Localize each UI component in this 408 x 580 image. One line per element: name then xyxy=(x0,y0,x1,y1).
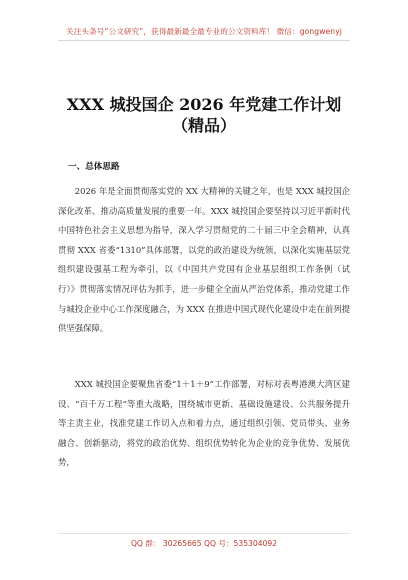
body-paragraph-2: XXX 城投国企要聚焦省委“1＋1＋9”工作部署，对标对表粤港澳大湾区建设、“百千万工程”等重大战略，围绕城市更新、基础设施建设、公共服务提升等主责主业，找准党建工作切入点和着力点，通过组织引领、党员带头、业务融合、创新驱动，将党的政治优势、组织优势转化为企业的竞争优势、发展优势， xyxy=(58,379,350,468)
body-paragraph-1: 2026 年是全面贯彻落实党的 XX 大精神的关键之年，也是 XXX 城投国企深化改革、推动高质量发展的重要一年。XXX 城投国企要坚持以习近平新时代中国特色社会主义思想为指导，深入学习贯彻党的二十届三中全会精神，认真贯彻 XXX 省委“1310”具体部署，以党的政治建设为统领，以深化实施基层党组织建设强基工程为牵引，以《中国共产党国有企业基层组织工作条例（试行）》贯彻落实情况评估为抓手，进一步健全全面从严治党体系，推动党建工作与城投企业中心工作深度融合，为 XXX 在推进中国式现代化建设中走在前列提供坚强保障。 xyxy=(58,186,350,334)
section-heading: 一、总体思路 xyxy=(68,162,120,172)
document-title: XXX 城投国企 2026 年党建工作计划 xyxy=(66,95,342,114)
footer-contact: QQ 群： 30265665 QQ 号：535304092 xyxy=(130,539,278,548)
footer-divider xyxy=(58,533,350,534)
document-subtitle: （精品） xyxy=(171,116,236,135)
header-divider xyxy=(58,40,350,41)
header-banner: 关注头条号“公文研究”，获得最新最全最专业的公文资料库！ 微信：gongwenyj xyxy=(66,27,342,36)
